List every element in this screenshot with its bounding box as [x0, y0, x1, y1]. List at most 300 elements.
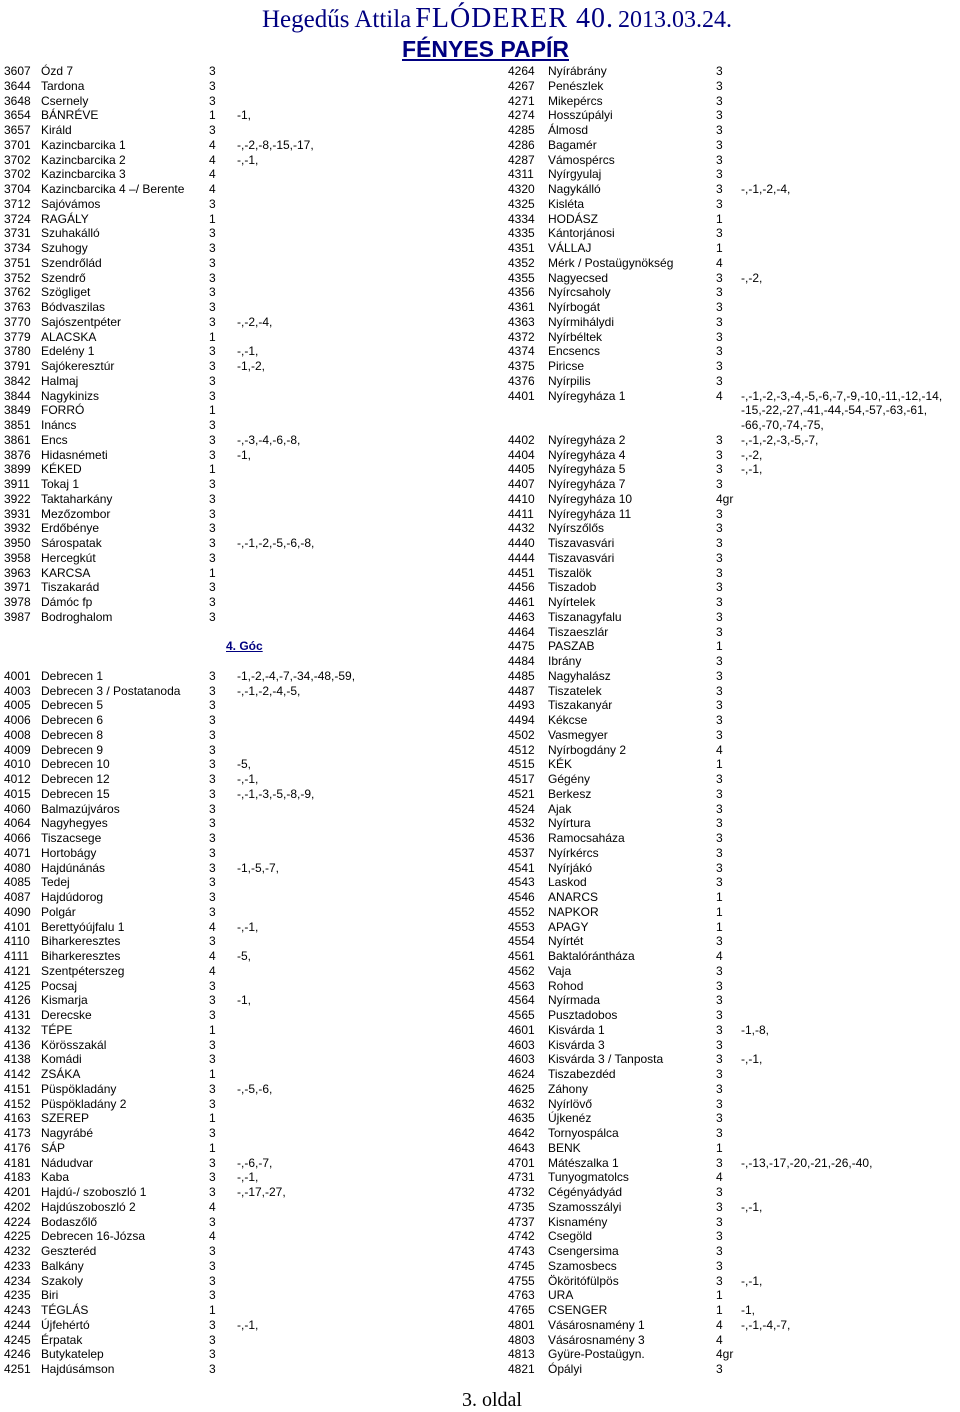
item-num: 4gr	[716, 491, 734, 506]
item-num: 3	[716, 727, 723, 742]
item-name: Nyírbéltek	[548, 329, 603, 344]
item-code: 4375	[508, 359, 535, 373]
item-code: 4541	[508, 860, 535, 875]
item-code: 3849	[4, 403, 31, 418]
item-code: 3654	[4, 108, 31, 123]
item-num: 3	[209, 1008, 216, 1022]
item-name: Kazincbarcika 2	[41, 152, 126, 167]
item-name: Debrecen 1	[41, 668, 104, 683]
item-num: 3	[716, 1185, 723, 1199]
item-extra: -,-2,-8,-15,-17,	[237, 137, 314, 152]
item-code: 4405	[508, 462, 535, 477]
item-num: 1	[209, 565, 216, 580]
item-name: Mátészalka 1	[548, 1155, 619, 1170]
item-code: 4546	[508, 890, 535, 904]
item-name: Nyírábrány	[548, 64, 607, 78]
item-code: 4090	[4, 904, 31, 919]
item-name: Komádi	[41, 1052, 82, 1067]
item-name: Érpatak	[41, 1332, 83, 1347]
item-code: 4521	[508, 786, 535, 801]
item-code: 3958	[4, 550, 31, 565]
item-name: Mezőzombor	[41, 506, 111, 521]
item-num: 3	[716, 432, 723, 447]
item-name: Pocsaj	[41, 978, 78, 993]
item-num: 3	[209, 196, 216, 211]
item-name: Püspökladány 2	[41, 1096, 127, 1111]
item-num: 3	[716, 1229, 723, 1244]
item-code: 4407	[508, 477, 535, 491]
item-num: 3	[209, 477, 216, 491]
item-code: 4625	[508, 1081, 535, 1096]
item-num: 3	[716, 713, 723, 727]
item-code: 4485	[508, 668, 535, 683]
item-code: 4532	[508, 816, 535, 831]
item-num: 3	[209, 506, 216, 521]
item-code: 3780	[4, 344, 31, 359]
item-num: 1	[716, 1140, 723, 1155]
item-name: Nyíregyháza 4	[548, 447, 626, 462]
item-name: Nyírszőlős	[548, 521, 605, 536]
item-code: 4225	[4, 1229, 31, 1244]
item-code: 4554	[508, 934, 535, 949]
item-name: TÉGLÁS	[41, 1303, 89, 1317]
item-name: Encsencs	[548, 344, 601, 359]
item-name: Mikepércs	[548, 93, 603, 108]
item-name: Csegöld	[548, 1229, 593, 1244]
item-num: 3	[209, 1052, 216, 1067]
item-code: 4232	[4, 1244, 31, 1258]
item-num: 3	[209, 1037, 216, 1052]
item-code: 4444	[508, 550, 535, 565]
item-extra: -1,	[237, 447, 252, 462]
item-num: 3	[209, 757, 216, 772]
item-name: Biharkeresztes	[41, 934, 121, 949]
item-code: 3971	[4, 580, 31, 595]
item-num: 1	[716, 890, 723, 904]
item-num: 3	[716, 801, 723, 816]
header-date: 2013.03.24.	[617, 7, 732, 33]
item-code: 4731	[508, 1170, 535, 1185]
item-num: 3	[716, 698, 723, 713]
item-name: Csernely	[41, 93, 89, 108]
item-code: 4603	[508, 1052, 535, 1067]
item-extra: -1,-2,	[237, 359, 266, 373]
item-extra: -,-17,-27,	[237, 1185, 286, 1199]
item-extra: -,-3,-4,-6,-8,	[237, 432, 301, 447]
item-num: 3	[209, 595, 216, 609]
item-num: 3	[209, 698, 216, 713]
item-num: 3	[209, 64, 216, 78]
item-name: Ináncs	[41, 418, 77, 432]
item-code: 4152	[4, 1096, 31, 1111]
item-num: 4	[716, 255, 723, 270]
item-num: 3	[716, 64, 723, 78]
item-extra: -,-2,-4,	[237, 314, 273, 329]
item-code: 4080	[4, 860, 31, 875]
item-num: 3	[209, 1288, 216, 1303]
item-name: Tiszaeszlár	[548, 624, 609, 639]
item-name: Szamosbecs	[548, 1258, 617, 1273]
item-name: Szuhakálló	[41, 226, 100, 241]
item-num: 3	[209, 580, 216, 595]
item-num: 3	[209, 285, 216, 300]
item-num: 3	[209, 713, 216, 727]
item-extra: -,-13,-17,-20,-21,-26,-40,	[741, 1155, 873, 1170]
item-name: Tedej	[41, 875, 70, 890]
item-code: 4494	[508, 713, 535, 727]
item-extra: -,-5,-6,	[237, 1081, 273, 1096]
item-num: 3	[209, 1258, 216, 1273]
item-num: 3	[209, 609, 216, 624]
item-code: 3770	[4, 314, 31, 329]
item-code: 4071	[4, 845, 31, 860]
item-num: 1	[209, 1111, 216, 1126]
item-num: 3	[209, 270, 216, 285]
header-author: Hegedűs Attila	[262, 6, 412, 33]
item-code: 3701	[4, 137, 31, 152]
item-code: 4517	[508, 772, 535, 786]
item-num: 3	[716, 668, 723, 683]
item-name: Nyíregyháza 2	[548, 432, 626, 447]
item-num: 3	[716, 580, 723, 595]
item-code: 4635	[508, 1111, 535, 1126]
item-num: 3	[209, 447, 216, 462]
item-code: 4363	[508, 314, 535, 329]
item-name: Tiszabezdéd	[548, 1067, 616, 1081]
item-code: 4372	[508, 329, 535, 344]
item-name: URA	[548, 1288, 574, 1303]
item-code: 4287	[508, 152, 535, 167]
item-num: 3	[209, 772, 216, 786]
item-code: 4603	[508, 1037, 535, 1052]
item-num: 3	[716, 285, 723, 300]
item-code: 4755	[508, 1273, 535, 1288]
item-code: 4233	[4, 1258, 31, 1273]
item-extra: -15,-22,-27,-41,-44,-54,-57,-63,-61,	[741, 403, 928, 418]
item-extra: -,-1,	[237, 1317, 259, 1332]
item-name: Kismarja	[41, 993, 88, 1008]
item-name: Kisvárda 3	[548, 1037, 605, 1052]
item-num: 3	[209, 1347, 216, 1362]
item-name: Nyírkércs	[548, 845, 599, 860]
item-num: 3	[209, 786, 216, 801]
item-code: 4235	[4, 1288, 31, 1303]
item-num: 3	[209, 123, 216, 137]
item-name: Bódvaszilas	[41, 300, 106, 314]
item-num: 3	[716, 521, 723, 536]
item-name: KÉKED	[41, 462, 82, 477]
item-code: 4737	[508, 1214, 535, 1229]
item-num: 3	[716, 654, 723, 668]
item-code: 3911	[4, 477, 30, 491]
item-num: 3	[209, 241, 216, 255]
item-extra: -,-6,-7,	[237, 1155, 273, 1170]
item-code: 4765	[508, 1303, 535, 1317]
item-name: Halmaj	[41, 373, 79, 388]
item-num: 3	[209, 742, 216, 757]
item-name: BENK	[548, 1140, 581, 1155]
page-footer: 3. oldal	[462, 1389, 522, 1411]
item-name: Hosszúpályi	[548, 108, 613, 123]
item-code: 3932	[4, 521, 31, 536]
item-name: Debrecen 6	[41, 713, 104, 727]
item-code: 4136	[4, 1037, 31, 1052]
item-num: 4	[716, 1332, 723, 1347]
item-extra: -,-1,-2,-4,	[741, 182, 791, 196]
item-code: 4224	[4, 1214, 31, 1229]
item-num: 1	[716, 211, 723, 226]
item-extra: -,-1,	[741, 1052, 763, 1067]
item-code: 4537	[508, 845, 535, 860]
item-name: Balmazújváros	[41, 801, 120, 816]
item-name: Nádudvar	[41, 1155, 94, 1170]
item-code: 4202	[4, 1199, 31, 1214]
item-code: 4121	[4, 963, 31, 978]
item-name: Tiszadob	[548, 580, 597, 595]
item-code: 4311	[508, 167, 534, 182]
item-code: 3702	[4, 167, 31, 182]
item-num: 3	[209, 904, 216, 919]
item-code: 4512	[508, 742, 535, 757]
item-num: 3	[209, 536, 216, 550]
item-code: 3931	[4, 506, 31, 521]
item-name: Kántorjánosi	[548, 226, 615, 241]
item-name: Tiszakanyár	[548, 698, 613, 713]
item-name: Tiszavasvári	[548, 536, 615, 550]
item-code: 4110	[4, 934, 30, 949]
item-name: Piricse	[548, 359, 585, 373]
item-num: 3	[209, 93, 216, 108]
item-code: 4246	[4, 1347, 31, 1362]
item-name: ANARCS	[548, 890, 599, 904]
item-num: 3	[716, 477, 723, 491]
item-num: 1	[716, 639, 723, 654]
item-name: Laskod	[548, 875, 587, 890]
item-name: Nagykinizs	[41, 388, 100, 403]
item-num: 3	[716, 875, 723, 890]
item-num: 3	[716, 1155, 723, 1170]
item-name: ZSÁKA	[41, 1067, 81, 1081]
item-name: Nyíregyháza 5	[548, 462, 626, 477]
item-name: Nyírlövő	[548, 1096, 593, 1111]
item-name: Vámospércs	[548, 152, 615, 167]
item-name: Kazincbarcika 3	[41, 167, 126, 182]
item-name: Szendrő	[41, 270, 86, 285]
item-num: 3	[716, 1111, 723, 1126]
item-code: 4176	[4, 1140, 31, 1155]
item-num: 3	[209, 373, 216, 388]
item-name: Debrecen 8	[41, 727, 104, 742]
item-name: Ibrány	[548, 654, 582, 668]
item-name: SÁP	[41, 1140, 66, 1155]
item-num: 1	[716, 757, 723, 772]
item-num: 3	[209, 801, 216, 816]
item-name: Kisvárda 1	[548, 1022, 605, 1037]
item-name: Hajdúszoboszló 2	[41, 1199, 136, 1214]
item-num: 4	[209, 949, 216, 963]
item-num: 3	[209, 432, 216, 447]
item-num: 3	[716, 93, 723, 108]
item-code: 4009	[4, 742, 31, 757]
item-name: Nyírpilis	[548, 373, 591, 388]
item-num: 3	[716, 831, 723, 845]
item-name: Sajóvámos	[41, 196, 101, 211]
item-name: Ököritófülpös	[548, 1273, 619, 1288]
item-code: 4440	[508, 536, 535, 550]
item-name: Nyíregyháza 1	[548, 388, 626, 403]
item-num: 4	[209, 167, 216, 182]
item-name: Debrecen 10	[41, 757, 110, 772]
item-name: Gyüre-Postaügyn.	[548, 1347, 645, 1362]
item-name: Csengersima	[548, 1244, 619, 1258]
item-extra: -,-1,	[237, 919, 259, 934]
item-name: Nyírtelek	[548, 595, 596, 609]
item-num: 3	[209, 1185, 216, 1199]
item-code: 4502	[508, 727, 535, 742]
item-code: 3899	[4, 462, 31, 477]
item-code: 4003	[4, 683, 31, 698]
item-name: Tiszakarád	[41, 580, 100, 595]
item-code: 4461	[508, 595, 535, 609]
item-name: Taktaharkány	[41, 491, 113, 506]
item-code: 4402	[508, 432, 535, 447]
item-code: 3731	[4, 226, 31, 241]
item-name: Nagyhegyes	[41, 816, 108, 831]
item-extra: -,-1,	[741, 1199, 763, 1214]
item-code: 4126	[4, 993, 31, 1008]
item-code: 4553	[508, 919, 535, 934]
item-name: Debrecen 15	[41, 786, 110, 801]
item-code: 3704	[4, 182, 31, 196]
item-code: 3702	[4, 152, 31, 167]
item-name: Vásárosnamény 3	[548, 1332, 645, 1347]
item-code: 4132	[4, 1022, 31, 1037]
item-code: 4745	[508, 1258, 535, 1273]
item-code: 3657	[4, 123, 31, 137]
item-num: 1	[209, 329, 216, 344]
item-num: 3	[716, 1052, 723, 1067]
item-name: Ajak	[548, 801, 572, 816]
item-code: 4201	[4, 1185, 31, 1199]
item-code: 4432	[508, 521, 535, 536]
item-name: Körösszakál	[41, 1037, 107, 1052]
item-name: VÁLLAJ	[548, 241, 592, 255]
item-num: 1	[209, 462, 216, 477]
item-num: 3	[716, 934, 723, 949]
item-code: 4536	[508, 831, 535, 845]
item-num: 3	[209, 1155, 216, 1170]
item-num: 3	[209, 860, 216, 875]
item-name: Debrecen 3 / Postatanoda	[41, 683, 181, 698]
item-num: 3	[716, 536, 723, 550]
item-name: Kaba	[41, 1170, 70, 1185]
item-code: 4101	[4, 919, 31, 934]
item-name: RAGÁLY	[41, 211, 89, 226]
item-num: 3	[209, 1081, 216, 1096]
item-num: 3	[209, 1317, 216, 1332]
item-num: 4gr	[716, 1347, 734, 1362]
item-num: 4	[209, 182, 216, 196]
item-code: 3876	[4, 447, 31, 462]
item-code: 4183	[4, 1170, 31, 1185]
item-code: 4085	[4, 875, 31, 890]
item-name: Királd	[41, 123, 72, 137]
item-extra: -,-1,	[237, 344, 259, 359]
item-name: Szamosszályi	[548, 1199, 622, 1214]
item-code: 4565	[508, 1008, 535, 1022]
item-num: 1	[716, 241, 723, 255]
item-code: 4325	[508, 196, 535, 211]
item-name: Nyírgyulaj	[548, 167, 602, 182]
item-code: 4701	[508, 1155, 535, 1170]
item-code: 3751	[4, 255, 31, 270]
item-extra: -1,	[237, 108, 252, 123]
item-num: 3	[716, 786, 723, 801]
item-code: 3779	[4, 329, 31, 344]
item-code: 4563	[508, 978, 535, 993]
item-num: 3	[716, 816, 723, 831]
item-code: 4642	[508, 1126, 535, 1140]
item-name: Püspökladány	[41, 1081, 117, 1096]
item-name: SZEREP	[41, 1111, 90, 1126]
item-code: 4515	[508, 757, 535, 772]
item-name: Tiszalök	[548, 565, 592, 580]
item-num: 3	[209, 255, 216, 270]
item-num: 3	[209, 300, 216, 314]
item-num: 1	[209, 211, 216, 226]
item-extra: -,-1,-2,-5,-6,-8,	[237, 536, 315, 550]
item-name: Debrecen 5	[41, 698, 104, 713]
item-name: Tunyogmatolcs	[548, 1170, 629, 1185]
item-name: Kisvárda 3 / Tanposta	[548, 1052, 664, 1067]
item-extra: -,-1,	[237, 772, 259, 786]
item-num: 4	[209, 1229, 216, 1244]
item-code: 3648	[4, 93, 31, 108]
item-num: 3	[716, 1067, 723, 1081]
item-name: Kazincbarcika 4 –/ Berente	[41, 182, 185, 196]
item-code: 4138	[4, 1052, 31, 1067]
item-code: 4355	[508, 270, 535, 285]
item-num: 3	[209, 1273, 216, 1288]
item-extra: -1,	[237, 993, 252, 1008]
item-name: Vasmegyer	[548, 727, 608, 742]
item-name: Hajdú-/ szoboszló 1	[41, 1185, 147, 1199]
item-code: 4006	[4, 713, 31, 727]
item-extra: -,-1,-4,-7,	[741, 1317, 791, 1332]
item-code: 3724	[4, 211, 31, 226]
item-name: Geszteréd	[41, 1244, 97, 1258]
item-num: 3	[209, 78, 216, 93]
item-num: 3	[209, 1096, 216, 1111]
item-name: Kékcse	[548, 713, 588, 727]
item-code: 4803	[508, 1332, 535, 1347]
item-name: Tokaj 1	[41, 477, 80, 491]
item-extra: -1,-5,-7,	[237, 860, 280, 875]
item-code: 4244	[4, 1317, 31, 1332]
item-code: 3763	[4, 300, 31, 314]
item-num: 3	[716, 226, 723, 241]
item-code: 4012	[4, 772, 31, 786]
item-num: 3	[716, 314, 723, 329]
item-code: 3963	[4, 565, 31, 580]
item-code: 4087	[4, 890, 31, 904]
item-code: 4735	[508, 1199, 535, 1214]
item-name: Szakoly	[41, 1273, 84, 1288]
item-code: 3861	[4, 432, 31, 447]
item-num: 4	[209, 152, 216, 167]
item-name: Nyírjákó	[548, 860, 593, 875]
item-name: Nyírtét	[548, 934, 584, 949]
